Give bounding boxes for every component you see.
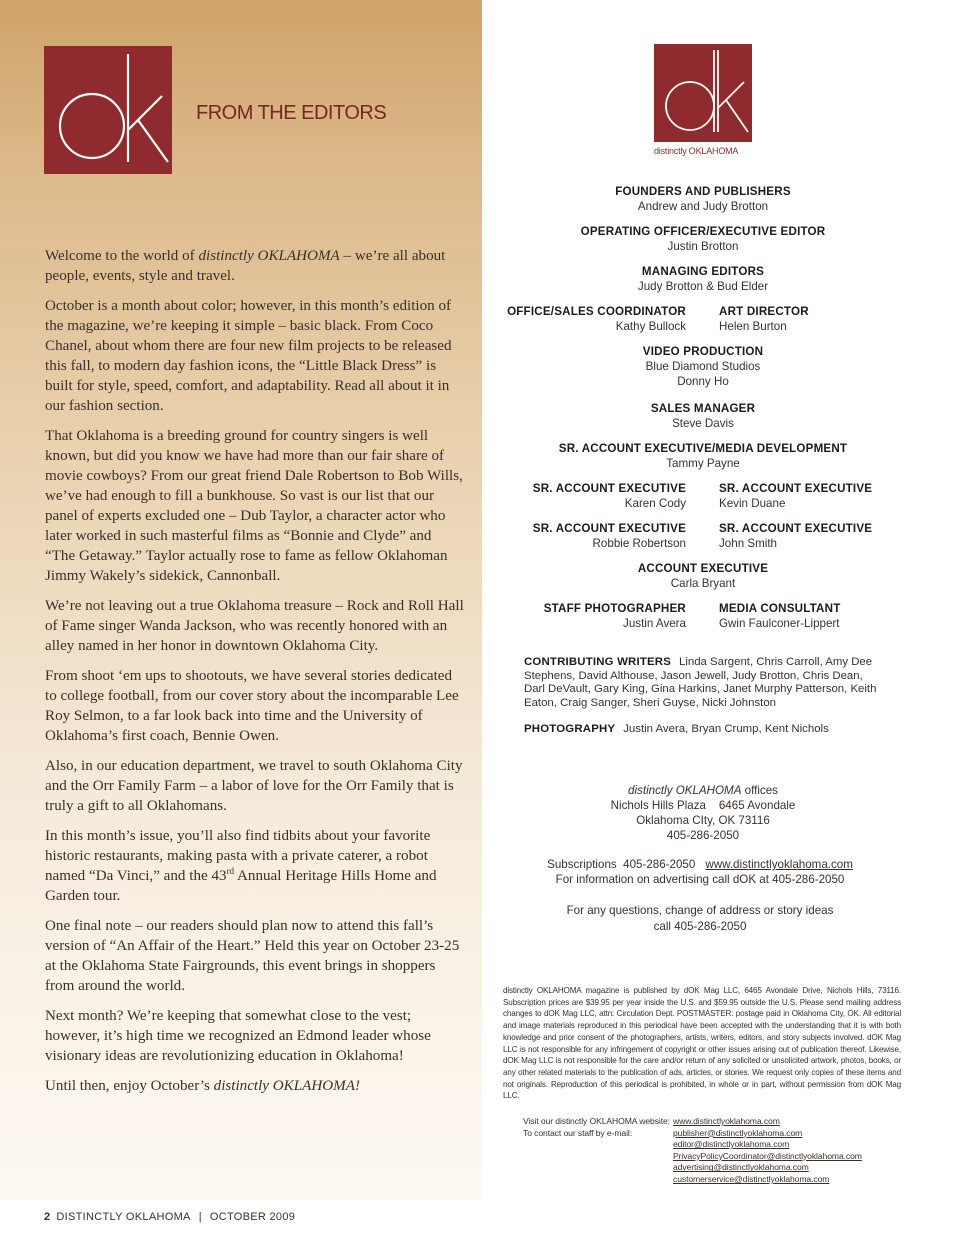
- offices-phone: 405-286-2050: [666, 829, 740, 842]
- editorial-paragraph: One final note – our readers should plan now to attend this fall’s version of “An Affair of the Heart.” Held this year on October 23-25 at the Oklahoma State Fairgrounds, this event brings in shoppers from around the world.: [45, 918, 460, 994]
- page-number: 2: [44, 1211, 51, 1223]
- photography-credits: [524, 723, 884, 737]
- role-name: John Smith: [719, 537, 777, 550]
- role-name: Justin Brotton: [667, 240, 739, 253]
- role-name: Steve Davis: [672, 417, 734, 430]
- role-title: FOUNDERS AND PUBLISHERS: [615, 185, 791, 198]
- subscriptions-label: Subscriptions 405-286-2050: [547, 858, 696, 871]
- editorial-body: [45, 246, 465, 1106]
- masthead-account-exec: [500, 562, 906, 590]
- editorial-paragraph: Next month? We’re keeping that somewhat close to the vest; however, it’s high time we recognized an Edmond leader whose visionary ideas are revolutionizing education in Oklahoma!: [45, 1008, 431, 1064]
- editorial-paragraph: Until then, enjoy October’s distinctly OKLAHOMA!: [45, 1078, 360, 1094]
- ok-logo: [44, 46, 172, 174]
- editorial-paragraph: In this month’s issue, you’ll also find tidbits about your favorite historic restaurants, making pasta with a private caterer, a robot named “Da Vinci,” and the 43rd Annual Heritage Hills Home and Garden tour.: [45, 828, 437, 904]
- email-label: To contact our staff by e-mail:: [523, 1127, 632, 1138]
- role-title: ART DIRECTOR: [719, 305, 809, 318]
- email-link-advertising[interactable]: advertising@distinctlyoklahoma.com: [673, 1162, 809, 1173]
- footer-separator: |: [198, 1211, 202, 1223]
- questions-block: [500, 903, 900, 935]
- masthead-sales-manager: [500, 402, 906, 430]
- dok-logo: [654, 44, 752, 142]
- masthead-sr-exec-3: [500, 522, 686, 550]
- role-title: SR. ACCOUNT EXECUTIVE: [719, 482, 873, 495]
- role-name: Helen Burton: [719, 320, 787, 333]
- role-title: SALES MANAGER: [650, 402, 756, 415]
- role-name: Andrew and Judy Brotton: [637, 200, 769, 213]
- masthead-sr-exec-2: [719, 482, 919, 510]
- masthead-office-sales: [500, 305, 686, 333]
- photographer-names: Justin Avera, Bryan Crump, Kent Nichols: [623, 723, 829, 735]
- logo-tagline: distinctly OKLAHOMA: [654, 146, 739, 156]
- role-title: ACCOUNT EXECUTIVE: [637, 562, 769, 575]
- editorial-paragraph: We’re not leaving out a true Oklahoma treasure – Rock and Roll Hall of Fame singer Wanda Jackson, who was recently honored with an alley named in her honor in downtown Oklahoma City.: [45, 598, 464, 654]
- questions-line: For any questions, change of address or story ideas: [566, 904, 834, 917]
- section-title: FROM THE EDITORS: [196, 102, 387, 124]
- subscriptions-block: [500, 857, 900, 887]
- email-link-privacy[interactable]: PrivacyPolicyCoordinator@distinctlyoklahoma.com: [673, 1150, 862, 1161]
- page-footer: [44, 1211, 295, 1223]
- masthead-operating: [500, 225, 906, 253]
- role-name: Justin Avera: [623, 617, 686, 630]
- editorial-paragraph: Welcome to the world of distinctly OKLAHOMA – we’re all about people, events, style and travel.: [45, 248, 446, 284]
- offices-block: [500, 783, 906, 843]
- legal-notice: distinctly OKLAHOMA magazine is published by dOK Mag LLC, 6465 Avondale Drive, Nichols Hills, 73116. Subscription prices are $39.95 per year inside the U.S. and $59.95 outside the U.S. Please send mailing address changes to dOK Mag LLC, attn: Circulation Dept. POSTMASTER: postage paid in Oklahoma City, OK. All editorial and image materials reproduced in this periodical have been accepted with the understanding that it is with both knowledge and prior consent of the photographers, artists, writers, editors, and story subjects involved. dOK Mag LLC is not responsible for any infringement of copyright or other issues arising out of publication thereof. Likewise, dOK Mag LLC is not responsible for the care and/or return of any solicited or unsolicited artwork, photos, books, or any other related materials to the publication of ads, articles, or stories. We request only copies of these items and not originals. Reproduction of this periodical is prohibited, in whole or in part, without permission from dOK Mag LLC.: [503, 986, 901, 1101]
- writer-names: Linda Sargent, Chris Carroll, Amy Dee Stephens, David Althouse, Jason Jewell, Judy Brotton, Chris Dean, Darl DeVault, Gary King, Gina Harkins, Janet Murphy Patterson, Keith Eaton, Craig Sanger, Sheri Guyse, Nicki Johnston: [524, 656, 877, 709]
- masthead-video: [500, 345, 906, 388]
- masthead-sr-exec-1: [500, 482, 686, 510]
- offices-address: Nichols Hills Plaza 6465 Avondale: [610, 799, 796, 812]
- email-link-editor[interactable]: editor@distinctlyoklahoma.com: [673, 1139, 790, 1150]
- role-title: PHOTOGRAPHY: [524, 723, 616, 735]
- role-title: MEDIA CONSULTANT: [719, 602, 841, 615]
- contributing-writers: [524, 656, 884, 710]
- role-name: Kevin Duane: [719, 497, 786, 510]
- email-link-customerservice[interactable]: customerservice@distinctlyoklahoma.com: [673, 1173, 830, 1184]
- role-title: SR. ACCOUNT EXECUTIVE/MEDIA DEVELOPMENT: [558, 442, 848, 455]
- role-name: Blue Diamond Studios: [645, 360, 761, 373]
- editorial-paragraph: That Oklahoma is a breeding ground for country singers is well known, but did you know we have had more than our fair share of movie cowboys? From our great friend Dale Robertson to Bob Wills, we’ve had enough to fill a bunkhouse. So vast is our list that our panel of experts excluded one – Dub Taylor, a character actor who later worked in such masterful films as “Bonnie and Clyde” and “The Getaway.” Taylor actually rose to fame as fellow Oklahoman Jimmy Wakely’s sidekick, Cannonball.: [45, 428, 463, 584]
- role-name: Robbie Robertson: [592, 537, 686, 550]
- offices-city: Oklahoma CIty, OK 73116: [636, 814, 770, 827]
- role-name: Kathy Bullock: [615, 320, 686, 333]
- role-title: OFFICE/SALES COORDINATOR: [507, 305, 686, 318]
- role-title: VIDEO PRODUCTION: [642, 345, 764, 358]
- masthead-managing: [500, 265, 906, 293]
- role-title: MANAGING EDITORS: [641, 265, 765, 278]
- role-name: Judy Brotton & Bud Elder: [637, 280, 769, 293]
- role-title: SR. ACCOUNT EXECUTIVE: [532, 482, 686, 495]
- masthead-founders: [500, 185, 906, 213]
- editorial-paragraph: From shoot ‘em ups to shootouts, we have several stories dedicated to college football, from our cover story about the incomparable Lee Roy Selmon, to a far look back into time and the University of Oklahoma’s first coach, Bennie Owen.: [45, 668, 459, 744]
- masthead-sr-media: [500, 442, 906, 470]
- website-label: Visit our distinctly OKLAHOMA website:: [523, 1116, 670, 1126]
- advertising-info: For information on advertising call dOK at 405-286-2050: [555, 873, 845, 886]
- website-link[interactable]: www.distinctlyoklahoma.com: [705, 858, 853, 871]
- offices-title: distinctly OKLAHOMA offices: [628, 784, 778, 797]
- footer-magazine: DISTINCTLY OKLAHOMA: [56, 1211, 191, 1223]
- masthead-media-consultant: [719, 602, 919, 630]
- role-title: SR. ACCOUNT EXECUTIVE: [532, 522, 686, 535]
- masthead-art-director: [719, 305, 919, 333]
- role-title: SR. ACCOUNT EXECUTIVE: [719, 522, 873, 535]
- editorial-paragraph: Also, in our education department, we travel to south Oklahoma City and the Orr Family Farm – a labor of love for the Orr Family that is truly a gift to all Oklahomans.: [45, 758, 463, 814]
- editors-column: [0, 0, 482, 1200]
- masthead-photographer: [500, 602, 686, 630]
- role-title: STAFF PHOTOGRAPHER: [543, 602, 686, 615]
- footer-issue: OCTOBER 2009: [209, 1211, 296, 1223]
- questions-phone: call 405-286-2050: [653, 920, 747, 933]
- role-name: Tammy Payne: [666, 457, 740, 470]
- role-name: Gwin Faulconer-Lippert: [719, 617, 840, 630]
- masthead-sr-exec-4: [719, 522, 919, 550]
- email-link-publisher[interactable]: publisher@distinctlyoklahoma.com: [673, 1127, 803, 1138]
- role-name: Donny Ho: [677, 375, 729, 388]
- role-name: Karen Cody: [624, 497, 686, 510]
- role-title: CONTRIBUTING WRITERS: [524, 656, 672, 668]
- contacts-block: [523, 1116, 903, 1186]
- editorial-paragraph: October is a month about color; however, in this month’s edition of the magazine, we’re keeping it simple – basic black. From Coco Chanel, about whom there are four new film projects to be released this fall, to modern day fashion icons, the “Little Black Dress” is built for style, speed, comfort, and adaptability. Read all about it in our fashion section.: [45, 298, 452, 414]
- role-title: OPERATING OFFICER/EXECUTIVE EDITOR: [580, 225, 826, 238]
- role-name: Carla Bryant: [670, 577, 736, 590]
- website-link[interactable]: www.distinctlyoklahoma.com: [673, 1116, 780, 1126]
